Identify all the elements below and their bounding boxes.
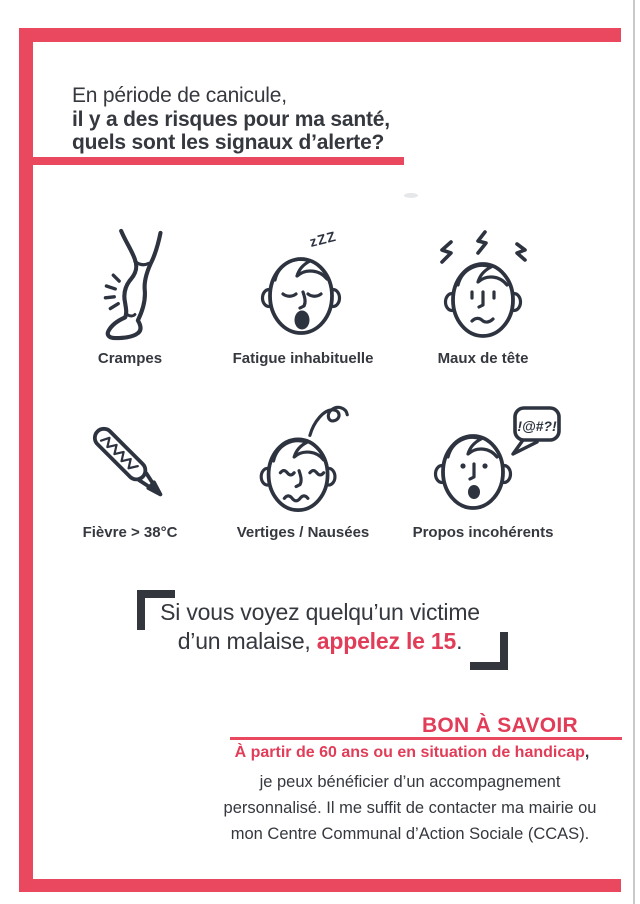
symptom-fever — [45, 406, 215, 541]
symptom-label: Propos incohérents — [412, 524, 554, 541]
title-line-2: il y a des risques pour ma santé, — [72, 107, 390, 131]
frame-top-bar — [19, 28, 621, 42]
title-line-1: En période de canicule, — [72, 84, 287, 107]
scan-artifact — [404, 193, 418, 198]
callout-line-1: Si vous voyez quelqu’un victime — [160, 599, 480, 625]
symptom-incoherent-speech — [398, 406, 568, 541]
title-underline — [19, 157, 404, 165]
frame-bottom-bar — [19, 879, 621, 892]
zzz-sleep-glyph: zZZ — [307, 228, 339, 250]
headache-face-icon — [413, 228, 553, 344]
dizzy-face-icon — [248, 400, 358, 518]
symptom-label: Fièvre > 38°C — [82, 524, 178, 541]
info-box-highlight-line: À partir de 60 ans ou en situation de handicap, — [234, 744, 590, 761]
symptom-label: Vertiges / Nausées — [236, 524, 370, 541]
info-body-line-3: mon Centre Communal d’Action Sociale (CCAS). — [230, 825, 590, 843]
symptom-headache — [398, 224, 568, 367]
info-body-line-1: je peux bénéficier d’un accompagnement — [259, 773, 561, 791]
info-box-heading: BON À SAVOIR — [230, 713, 622, 740]
emergency-callout — [135, 598, 505, 656]
info-body-line-2: personnalisé. Il me suffit de contacter ma mairie ou — [223, 799, 597, 817]
speech-bubble-text: !@#?! — [517, 418, 557, 434]
yawning-face-icon — [249, 228, 357, 344]
symptom-cramps — [45, 224, 215, 367]
leg-cramp-icon — [80, 226, 180, 344]
symptom-label: Crampes — [97, 350, 163, 367]
callout-line-2: d’un malaise, appelez le 15. — [177, 628, 463, 654]
thermometer-icon — [75, 414, 185, 518]
symptom-dizziness — [218, 406, 388, 541]
info-box-body — [140, 769, 640, 847]
incoherent-speech-face-icon — [403, 404, 563, 518]
symptom-fatigue — [218, 224, 388, 367]
poster-title — [72, 84, 390, 155]
title-line-3: quels sont les signaux d’alerte? — [72, 131, 385, 154]
symptom-label: Maux de tête — [437, 350, 529, 367]
call-15-highlight: appelez le 15 — [316, 628, 457, 654]
symptom-label: Fatigue inhabituelle — [232, 350, 374, 367]
